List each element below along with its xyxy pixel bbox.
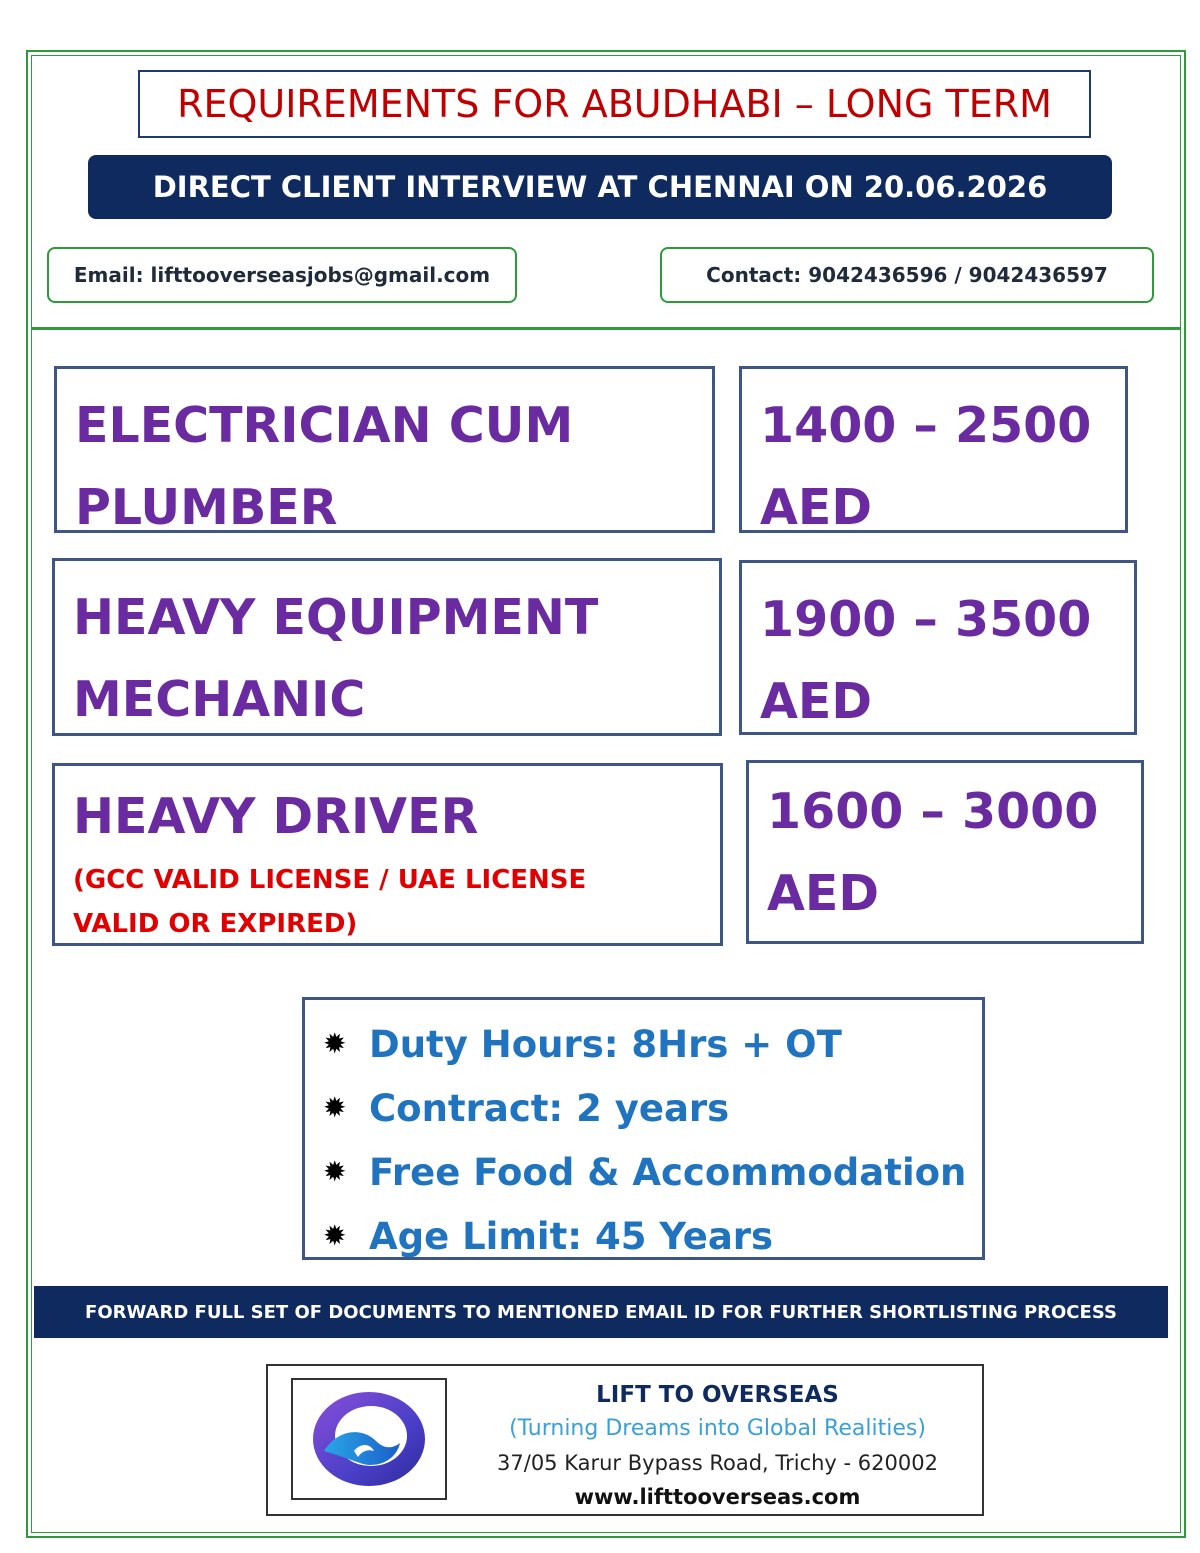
salary-box-electrician bbox=[739, 366, 1128, 536]
starburst-bullet-icon: ✹ bbox=[323, 1220, 347, 1251]
logo-box bbox=[291, 1378, 447, 1500]
salary-range: 1900 – 3500 bbox=[760, 591, 1092, 648]
contact-box bbox=[660, 247, 1154, 303]
company-info bbox=[475, 1378, 960, 1514]
job-title-line: HEAVY DRIVER bbox=[73, 788, 479, 845]
benefit-text: Contract: 2 years bbox=[369, 1086, 730, 1130]
salary-range: 1400 – 2500 bbox=[760, 397, 1092, 454]
footer-notice-bar bbox=[34, 1286, 1168, 1338]
salary-currency: AED bbox=[760, 479, 873, 536]
starburst-bullet-icon: ✹ bbox=[323, 1028, 347, 1059]
footer-notice: FORWARD FULL SET OF DOCUMENTS TO MENTIONED EMAIL ID FOR FURTHER SHORTLISTING PROCESS bbox=[85, 1301, 1117, 1323]
company-address: 37/05 Karur Bypass Road, Trichy - 620002 bbox=[497, 1451, 938, 1475]
benefit-item bbox=[323, 1076, 982, 1140]
benefit-item bbox=[323, 1140, 982, 1204]
benefit-text: Age Limit: 45 Years bbox=[369, 1214, 774, 1258]
salary-currency: AED bbox=[760, 673, 873, 730]
job-title-line: PLUMBER bbox=[75, 479, 338, 536]
interview-text: DIRECT CLIENT INTERVIEW AT CHENNAI ON 20.06.2026 bbox=[152, 170, 1048, 204]
job-title-box-mechanic bbox=[52, 558, 722, 736]
job-title-box-electrician bbox=[54, 366, 715, 536]
starburst-bullet-icon: ✹ bbox=[323, 1156, 347, 1187]
benefit-text: Duty Hours: 8Hrs + OT bbox=[369, 1022, 842, 1066]
company-name: LIFT TO OVERSEAS bbox=[596, 1382, 839, 1408]
interview-banner bbox=[88, 155, 1112, 219]
contact-text[interactable]: Contact: 9042436596 / 9042436597 bbox=[706, 263, 1108, 287]
job-title-line: HEAVY EQUIPMENT bbox=[73, 589, 599, 646]
salary-currency: AED bbox=[767, 865, 880, 922]
benefit-item bbox=[323, 1012, 982, 1076]
page-title: REQUIREMENTS FOR ABUDHABI – LONG TERM bbox=[177, 82, 1052, 126]
license-note: (GCC VALID LICENSE / UAE LICENSE bbox=[73, 865, 587, 895]
wave-swirl-logo-icon bbox=[310, 1389, 428, 1489]
job-title-line: MECHANIC bbox=[73, 671, 366, 728]
salary-range: 1600 – 3000 bbox=[767, 783, 1099, 840]
company-tagline: (Turning Dreams into Global Realities) bbox=[509, 1416, 926, 1441]
job-title-line: ELECTRICIAN CUM bbox=[75, 397, 574, 454]
benefit-item bbox=[323, 1204, 982, 1268]
salary-box-driver bbox=[746, 760, 1144, 944]
license-note: VALID OR EXPIRED) bbox=[73, 909, 358, 939]
company-website[interactable]: www.lifttooverseas.com bbox=[574, 1485, 861, 1509]
job-title-box-driver bbox=[52, 763, 723, 946]
benefits-box bbox=[302, 997, 985, 1260]
title-box bbox=[138, 70, 1091, 138]
header-divider bbox=[31, 327, 1181, 330]
salary-box-mechanic bbox=[739, 560, 1137, 735]
benefit-text: Free Food & Accommodation bbox=[369, 1150, 967, 1194]
email-box bbox=[47, 247, 517, 303]
email-text[interactable]: Email: lifttooverseasjobs@gmail.com bbox=[73, 263, 491, 287]
starburst-bullet-icon: ✹ bbox=[323, 1092, 347, 1123]
